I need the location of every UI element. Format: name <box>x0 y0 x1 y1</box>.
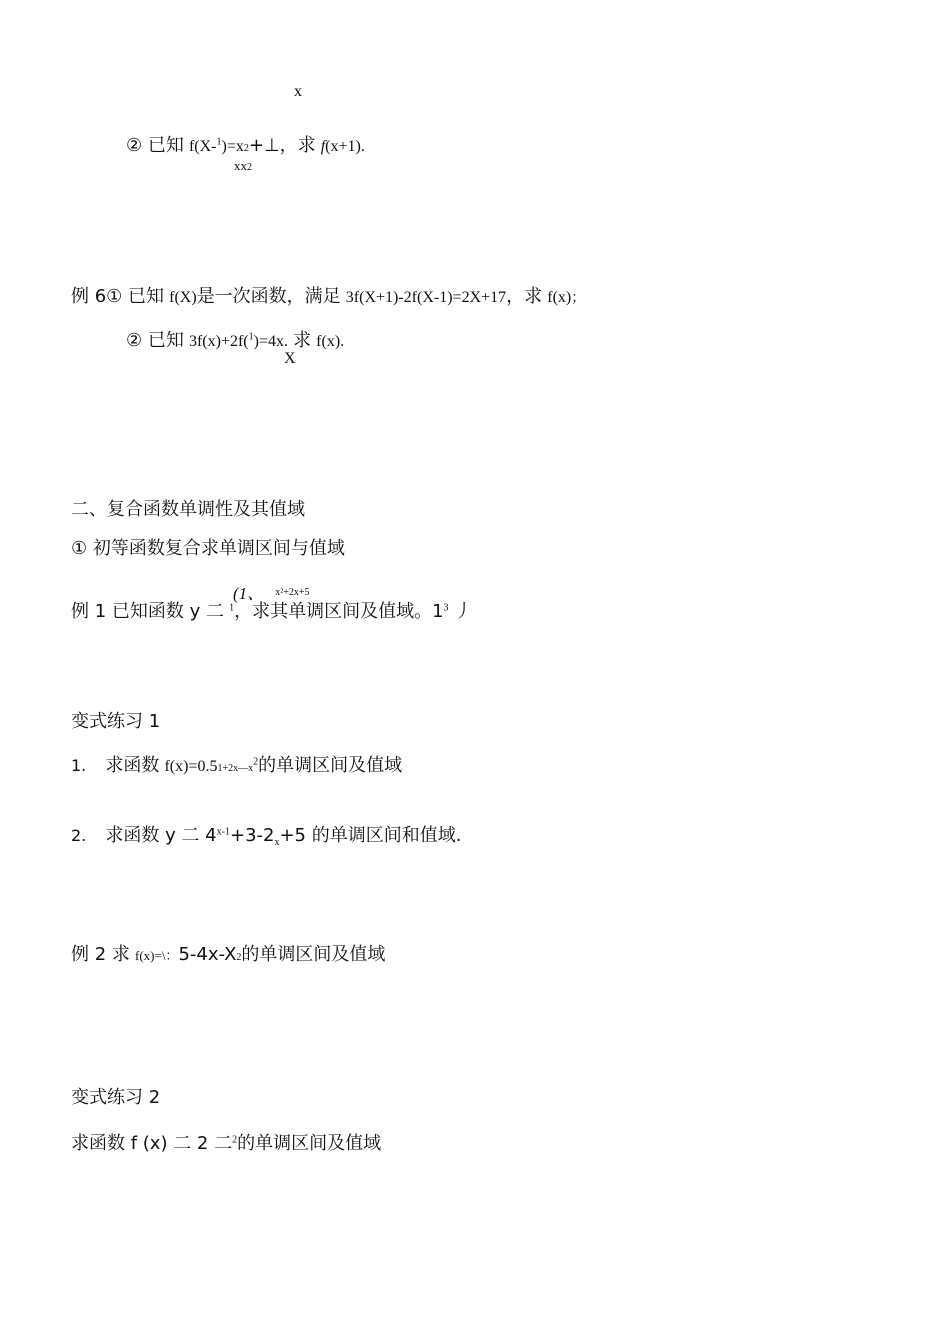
circled-2-marker: ② 已知 <box>126 135 184 156</box>
question-2-mid: +3-2 <box>229 825 275 846</box>
variation-2-question <box>71 1135 381 1153</box>
sup-1-6: 1 <box>248 331 254 343</box>
semicolon: ； <box>571 290 586 306</box>
variation-2-sup-2: 2 <box>232 1134 238 1146</box>
paren-1: (1、 <box>233 584 265 603</box>
example-1-exponent-group <box>233 585 310 602</box>
example-1-tail: 丿 <box>448 601 473 622</box>
question-2-number: 2. <box>71 826 87 845</box>
example-2-radicand: 5-4x-X <box>178 944 237 965</box>
example-6-part-2 <box>126 332 344 350</box>
question-2-exp-2: x <box>274 837 280 849</box>
example-6-label: 例 6① 已知 <box>71 286 165 307</box>
circled-2-marker-6: ② 已知 <box>126 330 184 351</box>
expr-f-x: f(x) <box>547 289 572 306</box>
function-f: f <box>320 138 326 155</box>
solve-text: ，求 <box>506 286 543 307</box>
expr-f-X: f(X) <box>169 289 197 306</box>
example-1-text: ，求其单调区间及值域。1 <box>234 601 444 622</box>
question-1-tail: 的单调区间及值域 <box>258 755 403 776</box>
denominator-sub-2: 2 <box>247 162 252 173</box>
section-2-heading: 二、复合函数单调性及其值域 <box>71 499 305 520</box>
variation-2-tail: 的单调区间及值域 <box>237 1133 382 1154</box>
example-6-part-1 <box>71 288 585 306</box>
question-1-sup-2: 2 <box>253 756 259 768</box>
example-2-tail: 的单调区间及值域 <box>241 944 386 965</box>
question-2-tail: +5 的单调区间和值域. <box>279 825 462 846</box>
example-1-sup-1: 1 <box>229 602 235 614</box>
example-2-expr: f(x)=\： <box>135 948 179 963</box>
linear-function-text: 是一次函数，满足 <box>196 286 341 307</box>
variation-1-heading: 变式练习 1 <box>71 711 161 732</box>
expr-3f-plus-2f: 3f(x)+2f( <box>188 333 249 350</box>
question-1-text: 求函数 <box>105 755 160 776</box>
top-x-glyph: x <box>294 83 302 100</box>
solve-text-6: 求 <box>293 330 312 351</box>
example-1-sup-3: 3 <box>443 602 449 614</box>
expr-f-x-6: f(x). <box>316 333 345 350</box>
functional-equation: 3f(X+1)-2f(X-1)=2X+17 <box>345 289 507 306</box>
example-2-sub-2: 2 <box>236 952 242 963</box>
example-1 <box>71 603 472 621</box>
example-1-label: 例 1 已知函数 y 二 <box>71 601 224 622</box>
denominator-xx: xx <box>234 158 247 173</box>
section-2-subheading: ① 初等函数复合求单调区间与值域 <box>71 538 345 559</box>
example-2 <box>71 946 385 964</box>
question-2-exp-1: x-1 <box>216 826 230 838</box>
question-2-text: 求函数 y 二 4 <box>105 825 217 846</box>
example-5-denominator <box>234 157 252 173</box>
example-2-label: 例 2 求 <box>71 944 130 965</box>
expr-f-x-minus: f(X- <box>188 138 217 155</box>
expr-plus-perp: +⊥，求 <box>248 135 316 156</box>
expr-eq-4x: )=4x. <box>253 333 288 350</box>
exponent-expression: x²+2x+5 <box>275 587 310 598</box>
question-1-number: 1. <box>71 756 87 775</box>
example-5-part-2 <box>126 137 365 155</box>
question-1-expr: f(x)=0.5 <box>164 758 218 775</box>
expr-x-plus-1: (x+1). <box>325 138 365 155</box>
variation-1-question-1 <box>71 757 402 775</box>
variation-2-heading: 变式练习 2 <box>71 1087 161 1108</box>
variation-2-text: 求函数 f (x) 二 2 二 <box>71 1133 233 1154</box>
expr-eq-x: )=x <box>221 138 244 155</box>
denominator-X: X <box>284 350 296 367</box>
sup-1: 1 <box>216 136 222 148</box>
sub-2: 2 <box>243 143 249 154</box>
question-1-exponent: 1+2x—x <box>217 763 254 774</box>
variation-1-question-2 <box>71 827 461 848</box>
